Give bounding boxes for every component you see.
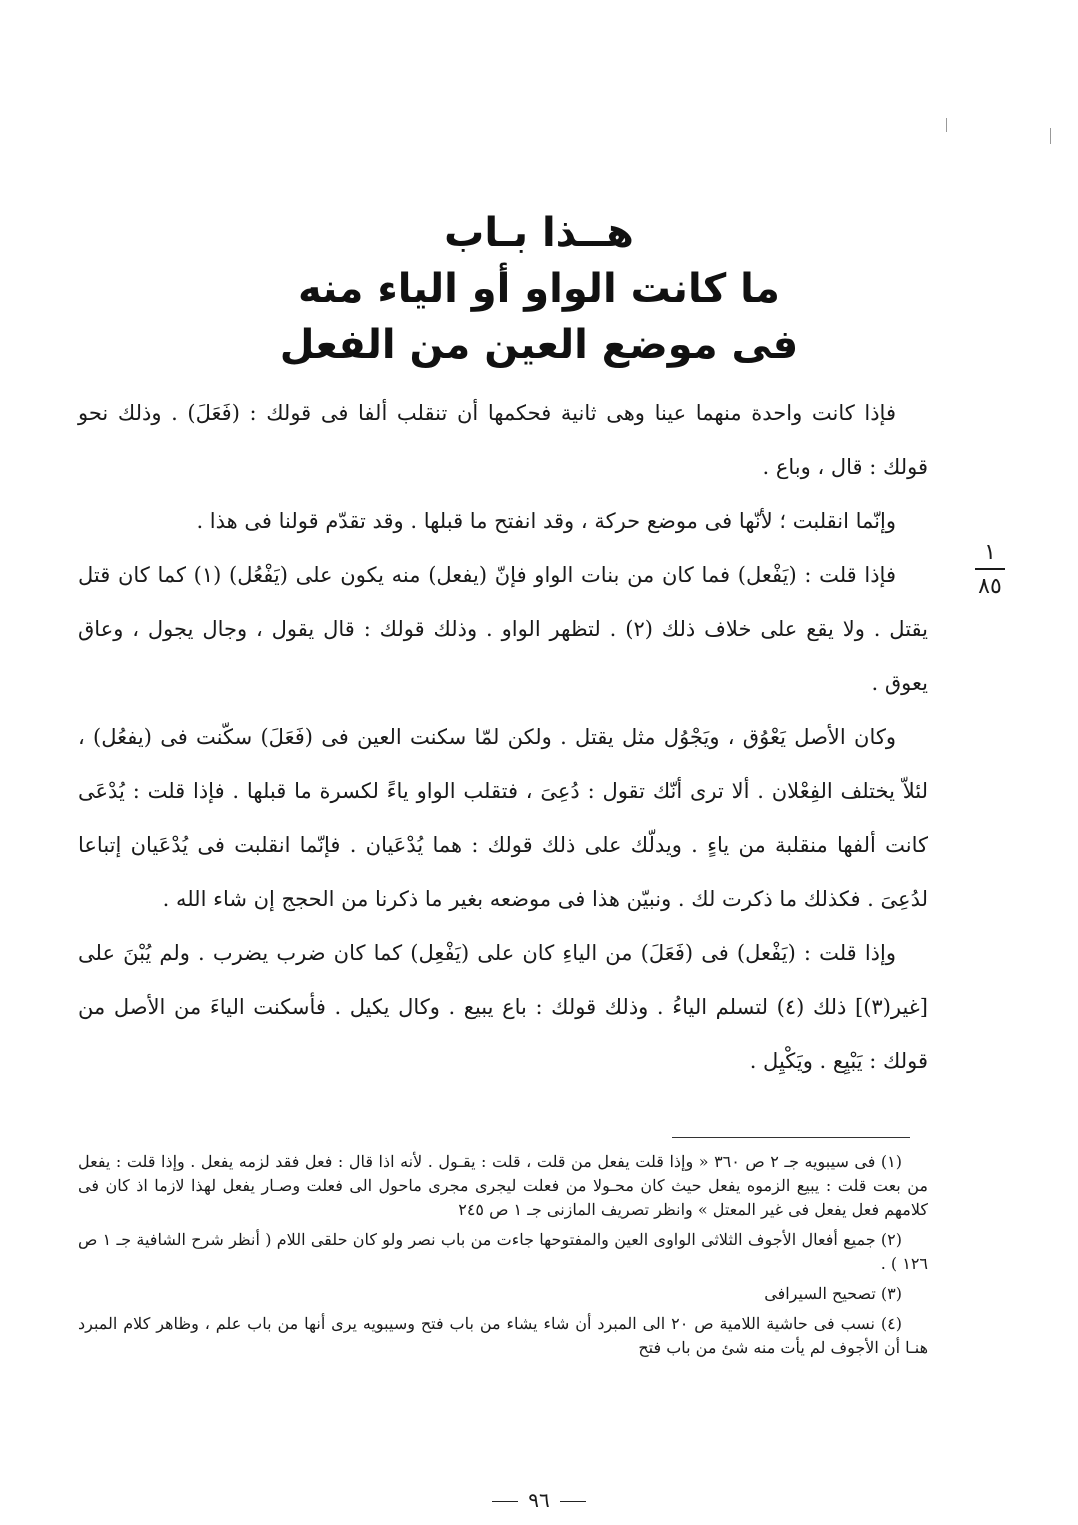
- margin-reference-divider: [975, 568, 1005, 570]
- paragraph: وإذا قلت : (يَفْعل) فى (فَعَلَ) من الياءِ كان على (يَفْعِل) كما كان ضرب يضرب . ولم يُبْنَ على [غير(٣)] ذلك (٤) لتسلم الياءُ . وذلك قولك : باع يبيع . وكال يكيل . فأسكنت الياءَ من الأصل من قولك : يَبْيِع . ويَكْيِل .: [78, 941, 928, 1073]
- paragraph: وكان الأصل يَعْوُق ، ويَجْوُل مثل يقتل . ولكن لمّا سكنت العين فى (فَعَلَ) سكّنت فى (يفعُل) ، لئلاّ يختلف الفِعْلان . ألا ترى أنّك تقول : دُعِىَ ، فتقلب الواو ياءً لكسرة ما قبلها . فإذا قلت : يُدْعَى كانت ألفها منقلبة من ياءٍ . ويدلّك على ذلك قولك : هما يُدْعَيان . فإنّما انقلبت فى يُدْعَيان إتباعا لدُعِىَ . فكذلك ما ذكرت لك . ونبيّن هذا فى موضعه بغير ما ذكرنا من الحجج إن شاء الله .: [78, 725, 928, 911]
- scan-mark: [946, 118, 947, 132]
- title-line-2: ما كانت الواو أو الياء منه: [298, 266, 780, 312]
- margin-reference-volume: ١: [984, 540, 996, 565]
- footnote: (٣) تصحيح السيرافى: [764, 1284, 902, 1303]
- paragraph: فإذا كانت واحدة منهما عينا وهى ثانية فحكمها أن تنقلب ألفا فى قولك : (فَعَلَ) . وذلك نحو قولك : قال ، وباع .: [78, 401, 928, 479]
- footnote: (١) فى سيبويه جـ ٢ ص ٣٦٠ « وإذا قلت يفعل من قلت ، قلت : يقـول . لأنه اذا قال : فعل فقد لزمه يفعل . وإذا قلت : يفعل من بعت قلت : يبيع الزموه يفعل حيث كان محـولا من فعلت ليجرى مجرى ماحول الى فعلت وصـار يفعل لهذا لازما اذ كان فى كلامهم فعل يفعل فى غير المعتل » وانظر تصريف المازنى جـ ١ ص ٢٤٥: [78, 1152, 928, 1219]
- main-text: [78, 386, 928, 1088]
- chapter-title: [0, 205, 1078, 373]
- footnote: (٤) نسب فى حاشية اللامية ص ٢٠ الى المبرد أن شاء يشاء من باب فتح وسيبويه يرى أنها من باب علم ، وظاهر كلام المبرد هنـا أن الأجوف لم يأت منه شئ من باب فتح: [78, 1314, 928, 1357]
- title-line-1: هــذا بـاب: [444, 210, 634, 256]
- page-number-dash: [492, 1501, 518, 1502]
- page-number-dash: [560, 1501, 586, 1502]
- page-number-value: ٩٦: [528, 1488, 550, 1512]
- title-line-3: فى موضع العين من الفعل: [279, 322, 799, 368]
- paragraph: فإذا قلت : (يَفْعل) فما كان من بنات الواو فإنّ (يفعل) منه يكون على (يَفْعُل) (١) كما كان قتل يقتل . ولا يقع على خلاف ذلك (٢) . لتظهر الواو . وذلك قولك : قال يقول ، وجال يجول ، وعاق يعوق .: [78, 563, 929, 695]
- footnotes: [78, 1150, 928, 1366]
- footnote: (٢) جميع أفعال الأجوف الثلاثى الواوى العين والمفتوحها جاءت من باب نصر ولو كان حلقى اللام ( أنظر شرح الشافية جـ ١ ص ١٢٦ ) .: [78, 1230, 928, 1273]
- margin-page-reference: [968, 540, 1012, 600]
- scan-mark: [1050, 128, 1051, 144]
- margin-reference-page: ٨٥: [978, 574, 1002, 599]
- footnote-separator: [672, 1137, 910, 1138]
- paragraph: وإنّما انقلبت ؛ لأنّها فى موضع حركة ، وقد انفتح ما قبلها . وقد تقدّم قولنا فى هذا .: [196, 509, 896, 533]
- page-number: [0, 1488, 1078, 1512]
